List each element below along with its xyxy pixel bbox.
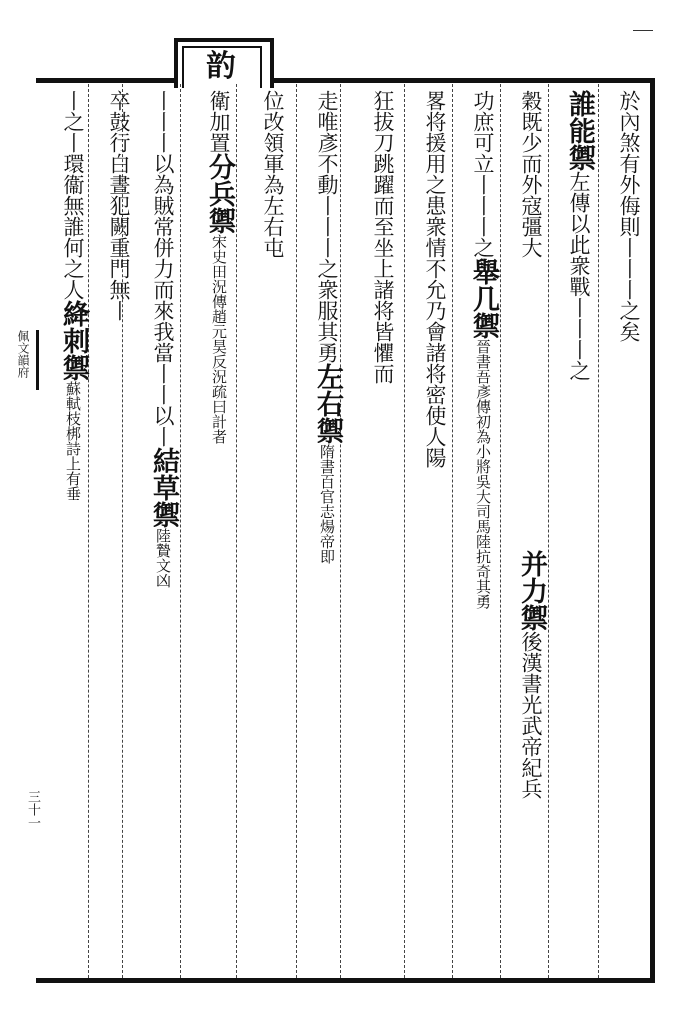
text-run: 畧将援用之患衆情不允乃會諸将密使人陽 [423,90,447,468]
column-rule [598,84,600,978]
folio-number: 三十一 [25,790,40,829]
entry-heading: 誰能禦 [564,90,595,171]
text-run: 蘇軾枝梆詩上有垂 [64,381,82,501]
text-run: 晉書吾彥傳初為小將吳大司馬陸抗奇其勇 [474,339,492,609]
text-run: 卒鼓行白晝犯闕重門無丨 [107,90,131,321]
text-run: 宋史田況傳趙元昊反況疏曰計者 [210,234,228,444]
entry-heading: 絳刺禦 [58,300,89,381]
text-column-2 [556,90,595,970]
text-run: 穀既少而外寇彊大 [519,90,543,258]
text-run: 功庶可立 [471,90,495,174]
margin-bar [36,330,39,390]
text-run: 左傳以此衆戰丨丨丨之 [567,171,591,381]
text-column-1 [606,90,642,970]
text-column-9 [196,90,235,970]
text-column-5 [412,90,448,970]
text-run: 走唯彥不動丨丨丨之衆服其勇 [315,90,339,363]
entry-heading: 并力禦 [516,550,547,631]
text-run: 丨之丨環衞無誰何之人 [61,90,85,300]
column-rule [236,84,238,978]
frame-bottom-border [36,978,654,983]
entry-heading: 分兵禦 [204,153,235,234]
entry-heading: 結草禦 [148,447,179,528]
text-column-8 [250,90,286,970]
text-run: 陸贄文凶 [154,528,172,588]
text-column-10 [140,90,179,970]
text-run: 丨丨丨以為賊常併力而來我當丨丨以丨 [151,90,175,447]
column-rule [340,84,342,978]
column-rule [180,84,182,978]
text-run: 後漢書光武帝紀兵 [519,631,543,799]
text-column-11 [96,90,132,970]
corner-mark [633,30,653,31]
text-run: 狂拔刀跳躍而至坐上諸将皆懼而 [371,90,395,384]
frame-top-border [36,78,654,83]
text-column-6 [360,90,396,970]
column-rule [296,84,298,978]
rhyme-header-title: 䪨 [206,49,236,84]
column-rule [404,84,406,978]
entry-heading: 左右禦 [312,363,343,444]
text-run: 丨丨丨之 [471,174,495,258]
column-rule [500,84,502,978]
column-rule [548,84,550,978]
margin-note: 佩文韻府 [16,330,30,378]
text-column-4 [460,90,499,970]
text-column-3b [508,90,544,530]
text-column-12 [50,90,89,970]
column-rule [88,84,90,978]
text-column-3 [508,550,547,970]
text-run: 隋書百官志煬帝即 [318,444,336,564]
text-run: 於內煞有外侮則丨丨丨之矣 [617,90,641,342]
text-run: 位改領軍為左右屯 [261,90,285,258]
text-column-7 [304,90,343,970]
entry-heading: 舉几禦 [468,258,499,339]
column-rule [452,84,454,978]
text-run: 衛加置 [207,90,231,153]
frame-right-border [650,78,655,983]
